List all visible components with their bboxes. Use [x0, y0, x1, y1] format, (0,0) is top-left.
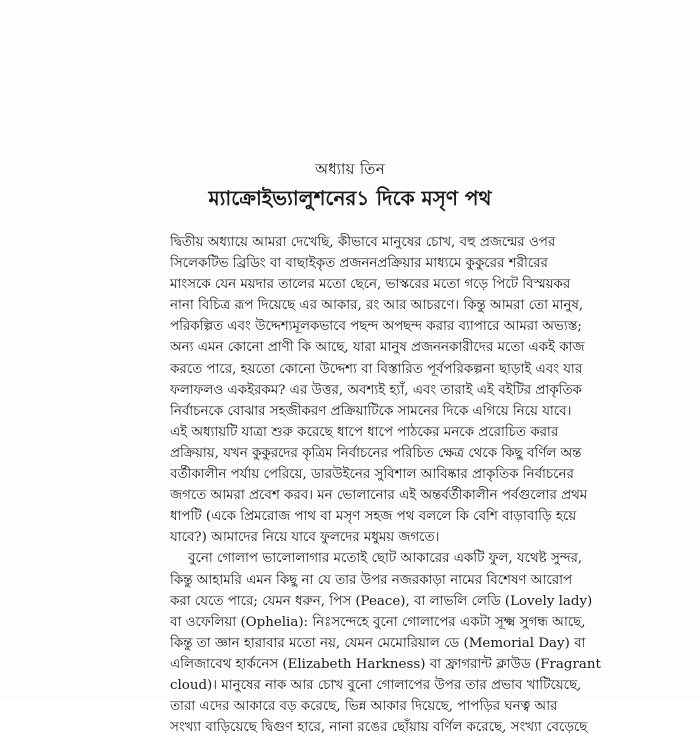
text-line: বর্তীকালীন পর্যায় পেরিয়ে, ডারউইনের সুবিশাল আবিষ্কার প্রাকৃতিক নির্বাচনের	[170, 467, 574, 483]
text-line: অন্য এমন কোনো প্রাণী কি আছে, যারা মানুষ প্রজননকারীদের মতো একই কাজ	[170, 340, 585, 356]
text-line: মাংসকে যেন ময়দার তালের মতো ছেনে, ভাস্করের মতো গড়ে পিটে বিস্ময়কর	[170, 277, 571, 293]
text-line: cloud)। মানুষের নাক আর চোখ বুনো গোলাপের উপর তার প্রভাব খাটিয়েছে,	[170, 677, 582, 693]
text-line: সংখ্যা বাড়িয়েছে দ্বিগুণ হারে, নানা রঙের ছোঁয়ায় বর্ণিল করেছে, সংখ্যা বেড়েছে	[170, 720, 588, 736]
text-line: নির্বাচনকে বোঝার সহজীকরণ প্রক্রিয়াটিকে সামনের দিকে এগিয়ে নিয়ে যাবে।	[170, 403, 572, 419]
text-line: বুনো গোলাপ ভালোলাগার মতোই ছোট আকারের একটি ফুল, যথেষ্ট সুন্দর,	[188, 551, 583, 567]
text-line: কিন্তু আহামরি এমন কিছু না যে তার উপর নজরকাড়া নামের বিশেষণ আরোপ	[170, 572, 573, 588]
text-line: ফলাফলও একইরকম? এর উত্তর, অবশ্যই হ্যাঁ, এবং তারাই এই বইটির প্রাকৃতিক	[170, 382, 582, 398]
chapter-title: ম্যাক্রোইভ্যালুশনের১ দিকে মসৃণ পথ	[208, 186, 492, 210]
text-line: প্রক্রিয়ায়, যখন কুকুরদের কৃত্রিম নির্বাচনের পরিচিত ক্ষেত্র থেকে কিছু বর্ণিল অন্ত	[170, 445, 582, 461]
text-line: করতে পারে, হয়তো কোনো উদ্দেশ্য বা বিস্তারিত পূর্বপরিকল্পনা ছাড়াই এবং যার	[170, 361, 583, 377]
text-line: পরিকল্পিত এবং উদ্দেশ্যমূলকভাবে পছন্দ অপছন্দ করার ব্যাপারে আমরা অভ্যস্ত;	[170, 319, 582, 335]
text-line: সিলেকটিভ ব্রিডিং বা বাছাইকৃত প্রজননপ্রক্রিয়ার মাধ্যমে কুকুরের শরীরের	[170, 256, 548, 272]
text-line: ধাপটি (একে প্রিমরোজ পাথ বা মসৃণ সহজ পথ বললে কি বেশি বাড়াবাড়ি হয়ে	[170, 509, 577, 525]
text-line: বা ওফেলিয়া (Ophelia): নিঃসন্দেহে বুনো গোলাপের একটা সূক্ষ্ম সুগন্ধ আছে,	[170, 614, 586, 630]
text-line: নানা বিচিত্র রূপ দিয়েছে এর আকার, রং আর আচরণে। কিন্তু আমরা তো মানুষ,	[170, 298, 584, 314]
text-line: করা যেতে পারে; যেমন ধরুন, পিস (Peace), বা লাভলি লেডি (Lovely lady)	[170, 593, 593, 609]
text-line: কিন্তু তা জ্ঞান হারাবার মতো নয়, যেমন মেমোরিয়াল ডে (Memorial Day) বা	[170, 635, 586, 651]
text-line: তারা এদের আকারে বড় করেছে, ভিন্ন আকার দিয়েছে, পাপড়ির ঘনত্ব আর	[170, 699, 558, 715]
chapter-label: অধ্যায় তিন	[314, 160, 385, 178]
text-line: এলিজাবেথ হার্কনেস (Elizabeth Harkness) বা ফ্রাগরান্ট ক্লাউড (Fragrant	[170, 656, 601, 672]
text-line: জগতে আমরা প্রবেশ করব। মন ভোলানোর এই অন্তর্বর্তীকালীন পর্বগুলোর প্রথম	[170, 488, 588, 504]
text-line: যাবে?) আমাদের নিয়ে যাবে ফুলদের মধুময় জগতে।	[170, 530, 440, 546]
text-line: এই অধ্যায়টি যাত্রা শুরু করেছে ধাপে ধাপে পাঠকের মনকে প্ররোচিত করার	[170, 424, 559, 440]
body-text	[170, 232, 601, 738]
text-line: দ্বিতীয় অধ্যায়ে আমরা দেখেছি, কীভাবে মানুষের চোখ, বহু প্রজন্মের ওপর	[170, 235, 556, 250]
